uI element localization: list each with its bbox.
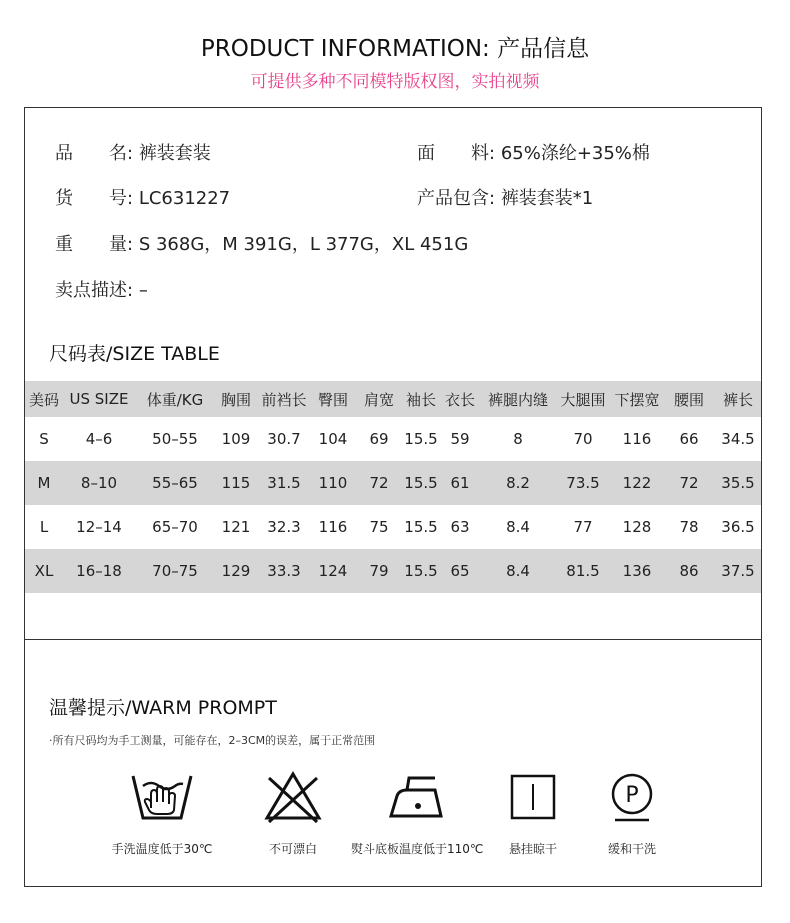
- table-cell: 78: [679, 518, 699, 536]
- table-cell: 8–10: [63, 461, 135, 505]
- info-fabric-label: 面 料:: [417, 143, 496, 164]
- table-cell: 35.5: [715, 461, 761, 505]
- col-header: 下摆宽: [611, 381, 663, 417]
- info-sku-label: 货 号:: [55, 188, 134, 209]
- table-cell: XL: [25, 549, 63, 593]
- table-cell: 8.4: [481, 549, 555, 593]
- col-header: 体重/KG: [135, 381, 215, 417]
- care-label: 手洗温度低于30℃: [111, 842, 213, 856]
- col-header: 衣长: [439, 381, 481, 417]
- table-row: [25, 417, 761, 461]
- table-row: [25, 461, 761, 505]
- table-cell: 15.5: [403, 461, 439, 505]
- table-cell: 77: [573, 518, 593, 536]
- line-dry-icon: [508, 770, 558, 824]
- no-bleach-icon: [263, 770, 323, 824]
- info-weight-value: S 368G，M 391G，L 377G，XL 451G: [138, 234, 469, 255]
- table-cell: 129: [215, 549, 257, 593]
- table-cell: 8.2: [481, 461, 555, 505]
- table-cell: 33.3: [257, 549, 311, 593]
- table-cell: 110: [311, 461, 355, 505]
- care-iron: [351, 770, 484, 857]
- info-name-row: [55, 139, 211, 165]
- table-cell: 72: [355, 461, 403, 505]
- table-cell: 36.5: [721, 518, 755, 536]
- table-cell: 70–75: [135, 549, 215, 593]
- dry-clean-p-icon: [607, 770, 657, 824]
- table-cell: 65–70: [152, 518, 198, 536]
- table-cell: 63: [450, 518, 470, 536]
- info-name-label: 品 名:: [55, 143, 134, 164]
- table-cell: 116: [622, 430, 652, 448]
- page-subtitle: 可提供多种不同模特版权图，实拍视频: [250, 72, 540, 92]
- care-no-bleach: [228, 770, 358, 857]
- hand-wash-icon: [129, 770, 195, 824]
- care-label: 悬挂晾干: [508, 842, 557, 856]
- size-table-title: 尺码表/SIZE TABLE: [49, 343, 220, 365]
- table-cell: 15.5: [404, 430, 438, 448]
- table-cell: 34.5: [721, 430, 755, 448]
- table-cell: 65: [439, 549, 481, 593]
- col-header: 腰围: [663, 381, 715, 417]
- info-weight-label: 重 量:: [55, 234, 134, 255]
- table-cell: 31.5: [257, 461, 311, 505]
- section-divider: [25, 639, 761, 640]
- table-cell: 136: [611, 549, 663, 593]
- table-cell: 72: [663, 461, 715, 505]
- table-cell: 122: [611, 461, 663, 505]
- page-title: PRODUCT INFORMATION: 产品信息: [200, 36, 590, 62]
- info-fabric-value: 65%涤纶+35%棉: [500, 143, 650, 164]
- size-table-header: [25, 381, 761, 417]
- col-header: US SIZE: [63, 381, 135, 417]
- info-selling-value: –: [138, 280, 148, 301]
- measurement-note: ·所有尺码均为手工测量，可能存在，2–3CM的误差，属于正常范围: [49, 734, 376, 747]
- table-cell: S: [39, 430, 49, 448]
- warm-prompt-title: 温馨提示/WARM PROMPT: [49, 697, 277, 719]
- info-fabric-row: [417, 139, 650, 165]
- table-cell: 75: [369, 518, 389, 536]
- table-cell: 32.3: [267, 518, 301, 536]
- table-cell: 16–18: [63, 549, 135, 593]
- table-cell: 124: [311, 549, 355, 593]
- table-cell: 12–14: [76, 518, 122, 536]
- table-cell: 86: [663, 549, 715, 593]
- table-cell: 4–6: [85, 430, 113, 448]
- table-cell: L: [39, 518, 49, 536]
- product-info-panel: [24, 107, 762, 887]
- table-cell: 15.5: [403, 549, 439, 593]
- table-cell: 61: [439, 461, 481, 505]
- table-cell: 55–65: [135, 461, 215, 505]
- info-package-label: 产品包含:: [417, 188, 496, 209]
- col-header: 前裆长: [257, 381, 311, 417]
- col-header: 肩宽: [355, 381, 403, 417]
- table-cell: 8: [513, 430, 523, 448]
- care-label: 不可漂白: [268, 842, 317, 856]
- col-header: 胸围: [215, 381, 257, 417]
- iron-low-icon: [385, 770, 447, 824]
- table-cell: 66: [679, 430, 699, 448]
- table-cell: M: [25, 461, 63, 505]
- table-cell: 121: [221, 518, 251, 536]
- svg-text:P: P: [625, 783, 639, 808]
- table-cell: 104: [318, 430, 348, 448]
- table-cell: 79: [355, 549, 403, 593]
- size-table: [25, 381, 761, 593]
- info-weight-row: [55, 230, 468, 256]
- table-row: [25, 549, 761, 593]
- col-header: 臀围: [311, 381, 355, 417]
- care-hand-wash: [97, 770, 227, 857]
- table-cell: 50–55: [152, 430, 198, 448]
- col-header: 袖长: [403, 381, 439, 417]
- col-header: 裤腿内缝: [481, 381, 555, 417]
- care-label: 熨斗底板温度低于110℃: [351, 842, 484, 856]
- table-cell: 73.5: [555, 461, 611, 505]
- table-cell: 37.5: [715, 549, 761, 593]
- table-cell: 59: [450, 430, 470, 448]
- table-cell: 15.5: [404, 518, 438, 536]
- col-header: 裤长: [715, 381, 761, 417]
- info-selling-label: 卖点描述:: [55, 280, 134, 301]
- info-selling-row: [55, 276, 148, 302]
- table-cell: 70: [573, 430, 593, 448]
- table-cell: 115: [215, 461, 257, 505]
- info-sku-value: LC631227: [138, 188, 231, 209]
- table-cell: 81.5: [555, 549, 611, 593]
- care-label: 缓和干洗: [607, 842, 656, 856]
- table-cell: 69: [369, 430, 389, 448]
- care-dry-clean: [567, 770, 697, 857]
- info-package-row: [417, 184, 593, 210]
- table-cell: 109: [221, 430, 251, 448]
- info-name-value: 裤装套装: [138, 143, 211, 164]
- table-cell: 128: [622, 518, 652, 536]
- table-cell: 8.4: [506, 518, 530, 536]
- col-header: 美码: [25, 381, 63, 417]
- info-sku-row: [55, 184, 230, 210]
- table-row: [25, 505, 761, 549]
- table-cell: 116: [318, 518, 348, 536]
- table-cell: 30.7: [267, 430, 301, 448]
- info-package-value: 裤装套装*1: [500, 188, 594, 209]
- col-header: 大腿围: [555, 381, 611, 417]
